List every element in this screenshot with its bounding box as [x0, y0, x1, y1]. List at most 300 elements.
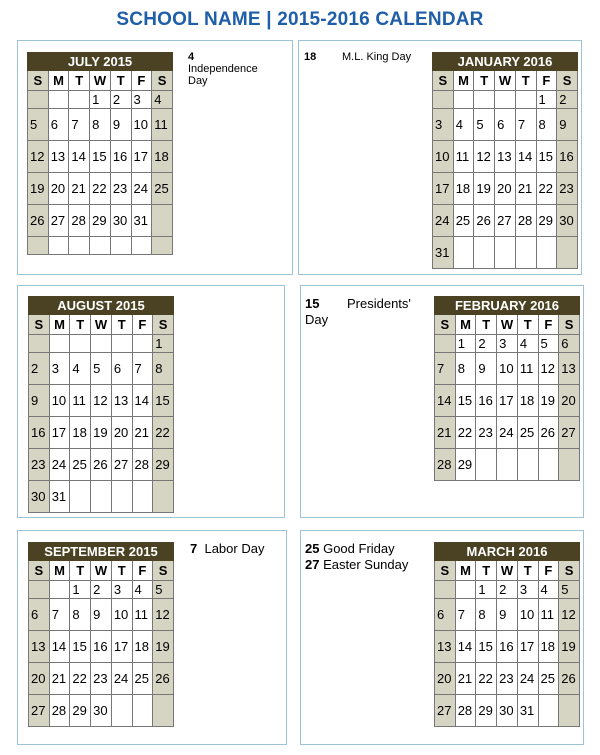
day-cell: 29	[90, 205, 111, 237]
day-cell	[49, 335, 70, 353]
week-row	[28, 205, 173, 237]
day-cell: 11	[70, 385, 91, 417]
day-cell: 20	[495, 173, 516, 205]
day-cell: 25	[152, 173, 173, 205]
day-cell	[153, 481, 174, 513]
day-cell: 23	[91, 663, 112, 695]
day-cell: 24	[433, 205, 454, 237]
day-cell: 6	[435, 599, 456, 631]
day-cell: 28	[69, 205, 90, 237]
day-cell: 28	[435, 449, 456, 481]
week-row	[29, 335, 174, 353]
day-cell: 27	[435, 695, 456, 727]
day-cell: 27	[495, 205, 516, 237]
day-cell: 21	[435, 417, 456, 449]
weekday-header: T	[111, 315, 132, 335]
day-cell: 9	[497, 599, 518, 631]
week-row	[28, 109, 173, 141]
day-cell: 13	[111, 385, 132, 417]
day-cell: 12	[91, 385, 112, 417]
day-cell: 27	[559, 417, 580, 449]
day-cell	[132, 695, 153, 727]
weekday-header: S	[152, 71, 173, 91]
day-cell: 6	[111, 353, 132, 385]
day-cell: 4	[517, 335, 538, 353]
weekday-header: F	[536, 71, 557, 91]
day-cell: 5	[28, 109, 49, 141]
day-cell: 11	[152, 109, 173, 141]
day-cell: 4	[132, 581, 153, 599]
day-cell	[557, 237, 578, 269]
day-cell: 2	[91, 581, 112, 599]
day-cell: 9	[110, 109, 131, 141]
day-cell: 4	[152, 91, 173, 109]
weekday-header: M	[453, 71, 474, 91]
day-cell: 23	[476, 417, 497, 449]
day-cell: 5	[474, 109, 495, 141]
day-cell: 16	[91, 631, 112, 663]
day-cell	[474, 237, 495, 269]
day-cell: 3	[433, 109, 454, 141]
note-day: 25	[305, 541, 320, 556]
day-cell: 4	[70, 353, 91, 385]
day-cell	[152, 205, 173, 237]
day-cell: 31	[517, 695, 538, 727]
notes-january-2016	[304, 51, 424, 63]
weekday-header: F	[538, 315, 559, 335]
day-cell: 10	[49, 385, 70, 417]
day-cell: 29	[70, 695, 91, 727]
day-cell	[131, 237, 152, 255]
day-cell	[474, 91, 495, 109]
day-cell: 14	[435, 385, 456, 417]
day-cell: 17	[433, 173, 454, 205]
day-cell: 26	[28, 205, 49, 237]
day-cell: 2	[29, 353, 50, 385]
day-cell	[111, 335, 132, 353]
week-row	[433, 109, 578, 141]
day-cell	[69, 237, 90, 255]
day-cell: 22	[536, 173, 557, 205]
weekday-header: W	[91, 561, 112, 581]
day-cell: 19	[559, 631, 580, 663]
weekday-header: F	[132, 315, 153, 335]
day-cell: 18	[70, 417, 91, 449]
day-cell: 29	[476, 695, 497, 727]
day-cell: 31	[49, 481, 70, 513]
day-cell: 2	[497, 581, 518, 599]
day-cell	[433, 91, 454, 109]
day-cell: 11	[538, 599, 559, 631]
day-cell	[29, 581, 50, 599]
day-cell	[536, 237, 557, 269]
day-cell: 16	[110, 141, 131, 173]
weekday-header: S	[29, 315, 50, 335]
day-cell: 12	[28, 141, 49, 173]
day-cell: 4	[538, 581, 559, 599]
day-cell: 30	[497, 695, 518, 727]
day-cell	[455, 581, 476, 599]
day-cell: 22	[90, 173, 111, 205]
weekday-header: T	[69, 71, 90, 91]
weekday-header: T	[515, 71, 536, 91]
weekday-header: S	[153, 315, 174, 335]
day-cell: 8	[153, 353, 174, 385]
note-text: Labor Day	[204, 541, 265, 556]
day-cell	[497, 449, 518, 481]
day-cell: 10	[433, 141, 454, 173]
day-cell: 28	[515, 205, 536, 237]
day-cell: 15	[153, 385, 174, 417]
day-cell: 8	[476, 599, 497, 631]
day-cell: 13	[48, 141, 69, 173]
weekday-header: T	[70, 561, 91, 581]
weekday-header: S	[29, 561, 50, 581]
note-text: Easter Sunday	[323, 557, 409, 572]
day-cell: 23	[29, 449, 50, 481]
day-cell: 31	[433, 237, 454, 269]
note-text: M.L. King Day	[342, 51, 412, 63]
day-cell: 4	[453, 109, 474, 141]
calendar-september-2015	[28, 542, 174, 727]
day-cell: 20	[111, 417, 132, 449]
day-cell: 8	[455, 353, 476, 385]
month-header: JULY 2015	[28, 53, 173, 71]
weekday-header: S	[435, 561, 456, 581]
day-cell: 3	[517, 581, 538, 599]
day-cell	[435, 335, 456, 353]
weekday-header: F	[131, 71, 152, 91]
day-cell: 18	[538, 631, 559, 663]
day-cell	[515, 91, 536, 109]
notes-september-2015	[190, 541, 280, 557]
day-cell: 14	[49, 631, 70, 663]
day-cell: 26	[538, 417, 559, 449]
day-cell: 26	[91, 449, 112, 481]
day-cell	[559, 695, 580, 727]
day-cell: 6	[29, 599, 50, 631]
day-cell	[49, 581, 70, 599]
weekday-header: F	[538, 561, 559, 581]
week-row	[29, 417, 174, 449]
weekday-header: T	[110, 71, 131, 91]
note-text: Independence Day	[188, 63, 258, 87]
weekday-header: S	[435, 315, 456, 335]
day-cell	[29, 335, 50, 353]
week-row	[433, 141, 578, 173]
weekday-header: F	[132, 561, 153, 581]
day-cell: 19	[91, 417, 112, 449]
weekday-header: M	[455, 561, 476, 581]
day-cell: 8	[90, 109, 111, 141]
day-cell: 25	[132, 663, 153, 695]
day-cell: 30	[557, 205, 578, 237]
day-cell: 7	[435, 353, 456, 385]
day-cell: 23	[497, 663, 518, 695]
day-cell: 26	[153, 663, 174, 695]
day-cell: 8	[536, 109, 557, 141]
day-cell: 8	[70, 599, 91, 631]
day-cell: 28	[49, 695, 70, 727]
day-cell: 3	[111, 581, 132, 599]
weekday-header: S	[559, 561, 580, 581]
weekday-header: T	[517, 561, 538, 581]
day-cell: 24	[517, 663, 538, 695]
day-cell: 14	[455, 631, 476, 663]
day-cell: 30	[110, 205, 131, 237]
day-cell: 24	[131, 173, 152, 205]
day-cell	[111, 481, 132, 513]
day-cell	[70, 481, 91, 513]
day-cell: 21	[455, 663, 476, 695]
day-cell: 5	[538, 335, 559, 353]
note-day: 27	[305, 557, 320, 572]
day-cell: 2	[110, 91, 131, 109]
day-cell	[559, 449, 580, 481]
day-cell	[476, 449, 497, 481]
week-row	[29, 695, 174, 727]
day-cell: 28	[132, 449, 153, 481]
day-cell: 29	[153, 449, 174, 481]
day-cell: 16	[497, 631, 518, 663]
week-row	[433, 205, 578, 237]
day-cell: 30	[29, 481, 50, 513]
weekday-header: S	[433, 71, 454, 91]
note-text: Presidents' Day	[305, 296, 411, 327]
day-cell: 25	[538, 663, 559, 695]
weekday-header: M	[49, 315, 70, 335]
day-cell: 16	[557, 141, 578, 173]
weekday-header: S	[557, 71, 578, 91]
notes-february-2016	[305, 296, 423, 328]
day-cell: 15	[90, 141, 111, 173]
day-cell: 23	[110, 173, 131, 205]
day-cell: 22	[476, 663, 497, 695]
day-cell: 1	[153, 335, 174, 353]
weekday-header: W	[91, 315, 112, 335]
day-cell: 3	[497, 335, 518, 353]
day-cell: 5	[559, 581, 580, 599]
day-cell: 5	[153, 581, 174, 599]
day-cell: 18	[453, 173, 474, 205]
day-cell: 16	[29, 417, 50, 449]
day-cell: 19	[28, 173, 49, 205]
month-header: AUGUST 2015	[29, 297, 174, 315]
day-cell: 24	[497, 417, 518, 449]
day-cell: 1	[70, 581, 91, 599]
month-header: MARCH 2016	[435, 543, 580, 561]
day-cell: 17	[517, 631, 538, 663]
day-cell: 10	[111, 599, 132, 631]
day-cell: 21	[69, 173, 90, 205]
day-cell: 17	[111, 631, 132, 663]
day-cell: 25	[70, 449, 91, 481]
day-cell: 31	[131, 205, 152, 237]
day-cell	[132, 335, 153, 353]
day-cell: 9	[476, 353, 497, 385]
weekday-header: W	[497, 561, 518, 581]
weekday-header: S	[153, 561, 174, 581]
day-cell: 6	[559, 335, 580, 353]
day-cell: 3	[131, 91, 152, 109]
day-cell	[495, 91, 516, 109]
weekday-header: W	[495, 71, 516, 91]
weekday-header: M	[455, 315, 476, 335]
day-cell: 13	[435, 631, 456, 663]
weekday-header: S	[559, 315, 580, 335]
weekday-header: T	[474, 71, 495, 91]
day-cell	[153, 695, 174, 727]
day-cell: 12	[559, 599, 580, 631]
day-cell: 28	[455, 695, 476, 727]
notes-july-2015	[188, 51, 268, 87]
week-row	[435, 417, 580, 449]
month-header: JANUARY 2016	[433, 53, 578, 71]
day-cell: 3	[49, 353, 70, 385]
day-cell: 6	[48, 109, 69, 141]
week-row	[435, 695, 580, 727]
week-row	[29, 481, 174, 513]
week-row	[28, 141, 173, 173]
week-row	[28, 237, 173, 255]
day-cell: 14	[69, 141, 90, 173]
weekday-header: T	[70, 315, 91, 335]
day-cell	[48, 237, 69, 255]
notes-march-2016	[305, 541, 430, 573]
day-cell: 23	[557, 173, 578, 205]
day-cell: 15	[70, 631, 91, 663]
calendar-july-2015	[27, 52, 173, 255]
note-text: Good Friday	[323, 541, 395, 556]
day-cell: 20	[29, 663, 50, 695]
day-cell: 25	[517, 417, 538, 449]
day-cell: 10	[131, 109, 152, 141]
day-cell: 11	[453, 141, 474, 173]
day-cell: 20	[559, 385, 580, 417]
day-cell: 19	[538, 385, 559, 417]
day-cell: 15	[536, 141, 557, 173]
day-cell: 18	[152, 141, 173, 173]
week-row	[28, 91, 173, 109]
day-cell: 10	[517, 599, 538, 631]
weekday-header: M	[49, 561, 70, 581]
day-cell: 1	[536, 91, 557, 109]
day-cell	[28, 237, 49, 255]
day-cell: 22	[70, 663, 91, 695]
day-cell: 21	[49, 663, 70, 695]
page-title: SCHOOL NAME | 2015-2016 CALENDAR	[116, 9, 484, 30]
day-cell	[435, 581, 456, 599]
day-cell	[91, 335, 112, 353]
week-row	[29, 631, 174, 663]
day-cell	[495, 237, 516, 269]
day-cell: 21	[515, 173, 536, 205]
day-cell: 9	[29, 385, 50, 417]
day-cell: 1	[90, 91, 111, 109]
day-cell	[91, 481, 112, 513]
day-cell: 13	[495, 141, 516, 173]
day-cell: 7	[49, 599, 70, 631]
day-cell: 10	[497, 353, 518, 385]
day-cell: 14	[132, 385, 153, 417]
week-row	[435, 631, 580, 663]
day-cell: 7	[132, 353, 153, 385]
month-header: FEBRUARY 2016	[435, 297, 580, 315]
day-cell: 24	[49, 449, 70, 481]
day-cell: 26	[474, 205, 495, 237]
day-cell	[69, 91, 90, 109]
day-cell: 25	[453, 205, 474, 237]
calendar-august-2015	[28, 296, 174, 513]
day-cell: 16	[476, 385, 497, 417]
note-day: 18	[304, 51, 317, 63]
day-cell	[538, 695, 559, 727]
week-row	[29, 385, 174, 417]
day-cell	[90, 237, 111, 255]
note-day: 7	[190, 541, 198, 556]
day-cell	[538, 449, 559, 481]
day-cell: 29	[536, 205, 557, 237]
day-cell: 27	[48, 205, 69, 237]
day-cell: 26	[559, 663, 580, 695]
day-cell	[132, 481, 153, 513]
weekday-header: W	[90, 71, 111, 91]
day-cell: 1	[455, 335, 476, 353]
day-cell: 27	[29, 695, 50, 727]
day-cell	[28, 91, 49, 109]
week-row	[433, 237, 578, 269]
day-cell: 22	[153, 417, 174, 449]
day-cell: 17	[497, 385, 518, 417]
day-cell: 6	[495, 109, 516, 141]
day-cell	[152, 237, 173, 255]
weekday-header: W	[497, 315, 518, 335]
weekday-header: T	[517, 315, 538, 335]
day-cell: 13	[559, 353, 580, 385]
day-cell	[111, 695, 132, 727]
week-row	[435, 353, 580, 385]
week-row	[29, 353, 174, 385]
week-row	[29, 581, 174, 599]
day-cell: 7	[69, 109, 90, 141]
week-row	[29, 449, 174, 481]
day-cell: 24	[111, 663, 132, 695]
day-cell: 27	[111, 449, 132, 481]
day-cell: 13	[29, 631, 50, 663]
day-cell	[515, 237, 536, 269]
week-row	[435, 449, 580, 481]
weekday-header: M	[48, 71, 69, 91]
day-cell: 18	[517, 385, 538, 417]
day-cell: 11	[517, 353, 538, 385]
day-cell: 21	[132, 417, 153, 449]
day-cell: 9	[557, 109, 578, 141]
day-cell: 2	[476, 335, 497, 353]
calendar-february-2016	[434, 296, 580, 481]
day-cell: 12	[474, 141, 495, 173]
weekday-header: T	[476, 561, 497, 581]
day-cell: 22	[455, 417, 476, 449]
note-day: 4	[188, 51, 195, 63]
day-cell: 7	[455, 599, 476, 631]
calendar-march-2016	[434, 542, 580, 727]
day-cell: 19	[474, 173, 495, 205]
day-cell	[110, 237, 131, 255]
week-row	[433, 173, 578, 205]
day-cell: 7	[515, 109, 536, 141]
weekday-header: S	[28, 71, 49, 91]
week-row	[29, 663, 174, 695]
